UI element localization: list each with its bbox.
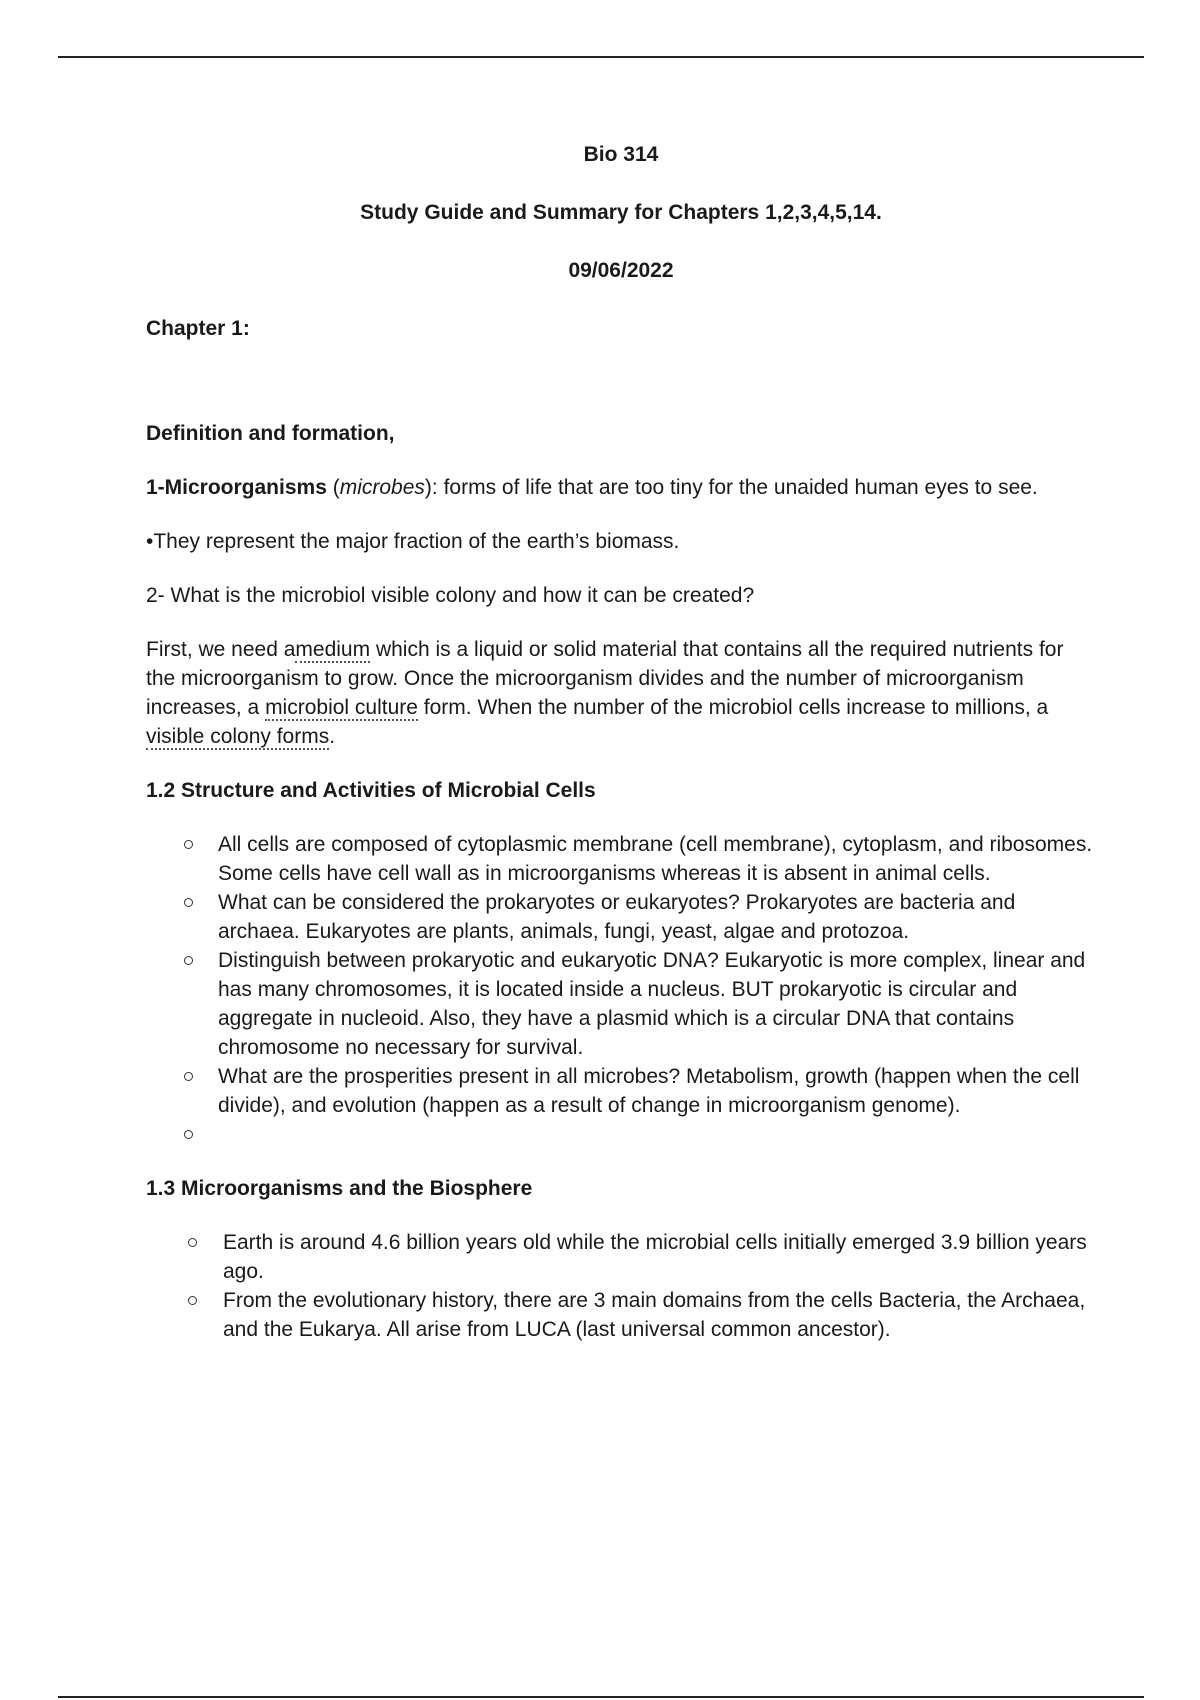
section-1-2-list [146,830,1096,1149]
answer-text-4: . [329,725,336,748]
colony-question: 2- What is the microbiol visible colony and how it can be created? [146,584,755,607]
term-microorganisms: 1-Microorganisms [146,476,327,499]
list-item: All cells are composed of cytoplasmic membrane (cell membrane), cytoplasm, and ribosomes. Some cells have cell wall as in microorganisms whereas it is absent in animal cells. [146,830,1096,888]
list-item: From the evolutionary history, there are 3 main domains from the cells Bacteria, the Archaea, and the Eukarya. All arise from LUCA (last universal common ancestor). [146,1286,1096,1344]
list-item: Earth is around 4.6 billion years old while the microbial cells initially emerged 3.9 billion years ago. [146,1228,1096,1286]
section-1-3-heading: 1.3 Microorganisms and the Biosphere [146,1177,533,1200]
section-1-2-heading: 1.2 Structure and Activities of Microbial Cells [146,779,596,802]
document-subtitle: Study Guide and Summary for Chapters 1,2,3,4,5,14. [360,201,882,224]
answer-text-1: First, we need a [146,638,296,661]
document-page [146,140,1096,1344]
answer-text-3: form. When the number of the microbiol cells increase to millions, a [417,696,1049,719]
bottom-rule [58,1696,1144,1698]
course-title: Bio 314 [583,143,659,166]
top-rule [58,56,1144,58]
biomass-bullet: •They represent the major fraction of the earth’s biomass. [146,530,680,553]
definition-heading: Definition and formation, [146,422,395,445]
list-item: What are the prosperities present in all microbes? Metabolism, growth (happen when the cell divide), and evolution (happen as a result of change in microorganism genome). [146,1062,1096,1120]
term-microbiol-culture: microbiol culture [265,696,418,719]
chapter-heading: Chapter 1: [146,317,250,340]
term-microbes: microbes [339,476,425,499]
term-visible-colony: visible colony forms [146,725,330,748]
section-1-3-list [146,1228,1096,1344]
list-item: What can be considered the prokaryotes or eukaryotes? Prokaryotes are bacteria and archaea. Eukaryotes are plants, animals, fungi, yeast, algae and protozoa. [146,888,1096,946]
definition-text: : forms of life that are too tiny for the unaided human eyes to see. [431,476,1038,499]
term-medium: medium [295,638,371,661]
colony-answer [146,635,1096,751]
answer-text-2: which is a liquid or solid material that contains all the required nutrients for the microorganism to grow. Once the microorganism divides and the number of microorganism increases, a [146,638,1064,719]
list-item-empty [146,1120,1096,1149]
document-date: 09/06/2022 [568,259,674,282]
list-item: Distinguish between prokaryotic and eukaryotic DNA? Eukaryotic is more complex, linear and has many chromosomes, it is located inside a nucleus. BUT prokaryotic is circular and aggregate in nucleoid. Also, they have a plasmid which is a circular DNA that contains chromosome no necessary for survival. [146,946,1096,1062]
definition-item-1: 1-Microorganisms (microbes): forms of life that are too tiny for the unaided human eyes to see. [146,476,1038,499]
